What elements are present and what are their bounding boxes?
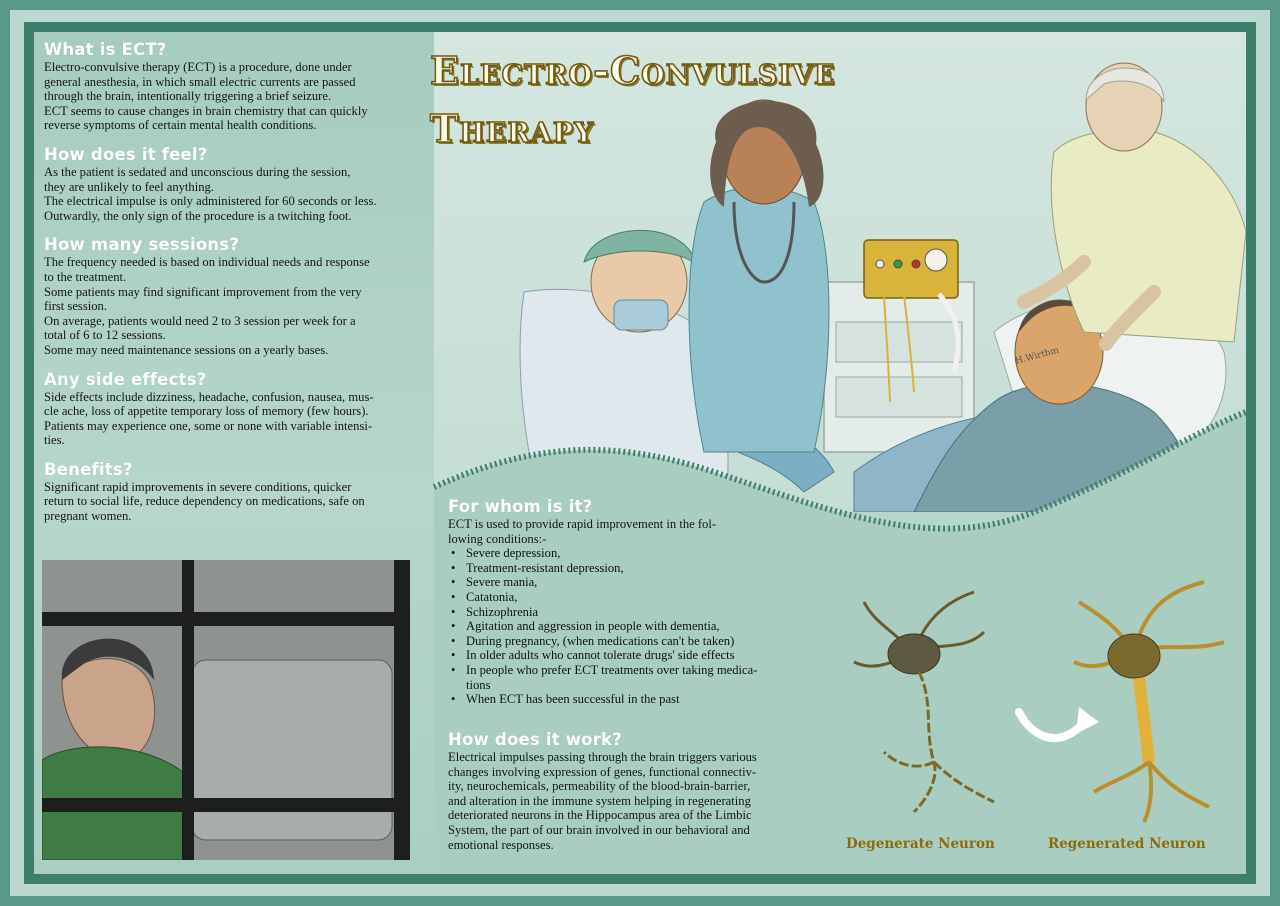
window-bar — [42, 798, 410, 812]
body-line: Outwardly, the only sign of the procedure is a twitching foot. — [44, 208, 352, 223]
body-line: As the patient is sedated and unconscious during the session, — [44, 164, 351, 179]
list-item: • During pregnancy, (when medications can't be taken) — [448, 634, 818, 649]
degenerate-neuron-label: Degenerate Neuron — [846, 836, 995, 852]
body-line: ity, neurochemicals, permeability of the blood-brain-barrier, — [448, 779, 751, 794]
left-column — [44, 40, 439, 536]
arrow-icon — [1019, 712, 1084, 738]
title-line-2: Therapy — [430, 106, 595, 151]
section-heading: How many sessions? — [44, 235, 240, 255]
body-line: emotional responses. — [448, 837, 554, 852]
section-feel — [44, 145, 439, 223]
section-heading: How does it feel? — [44, 144, 208, 164]
section-heading: For whom is it? — [448, 497, 593, 516]
neuron-illustration — [834, 562, 1234, 832]
window-illustration — [42, 560, 410, 860]
section-what — [44, 40, 439, 133]
body-line: cle ache, loss of appetite temporary loss of memory (few hours). — [44, 404, 369, 419]
body-line: ties. — [44, 433, 65, 448]
list-item: • Severe mania, — [448, 575, 818, 590]
arrow-head-icon — [1076, 707, 1099, 734]
section-body — [44, 390, 439, 448]
body-line: ECT is used to provide rapid improvement in the fol- — [448, 517, 717, 531]
section-heading: How does it work? — [448, 730, 622, 749]
body-line: The electrical impulse is only administered for 60 seconds or less. — [44, 194, 377, 209]
poster-panel — [34, 32, 1246, 874]
list-item: • In older adults who cannot tolerate drugs' side effects — [448, 648, 818, 663]
section-heading: Any side effects? — [44, 369, 207, 389]
body-line: they are unlikely to feel anything. — [44, 179, 214, 194]
section-body — [44, 165, 439, 223]
body-line: Patients may experience one, some or none with variable intensi- — [44, 418, 373, 433]
body-line: ECT seems to cause changes in brain chemistry that can quickly — [44, 103, 368, 118]
artist-signature: H.Wirthm — [1014, 345, 1061, 367]
section-work — [448, 730, 818, 864]
body-line: to the treatment. — [44, 269, 127, 284]
body-line: pregnant women. — [44, 509, 132, 524]
section-side-effects — [44, 370, 439, 448]
body-line: Significant rapid improvements in severe conditions, quicker — [44, 479, 352, 494]
section-body — [448, 750, 818, 852]
body-line: through the brain, intentionally triggering a brief seizure. — [44, 89, 332, 104]
title-line-1: Electro-Convulsive — [430, 48, 836, 93]
conditions-list — [448, 546, 818, 707]
body-line: general anesthesia, in which small electric currents are passed — [44, 74, 356, 89]
body-line: lowing conditions:- — [448, 531, 547, 546]
list-item: • Severe depression, — [448, 546, 818, 561]
body-line: The frequency needed is based on individual needs and response — [44, 255, 370, 270]
section-heading: What is ECT? — [44, 40, 167, 59]
list-item-continuation: tions — [466, 677, 491, 692]
body-line: deteriorated neurons in the Hippocampus area of the Limbic — [448, 808, 752, 823]
list-item: • Catatonia, — [448, 590, 818, 605]
window-scene-svg — [42, 560, 410, 860]
list-item: • When ECT has been successful in the past — [448, 692, 818, 707]
window-bar — [394, 560, 410, 860]
body-line: System, the part of our brain involved in our behavioral and — [448, 822, 750, 837]
section-heading: Benefits? — [44, 459, 133, 479]
body-line: Some may need maintenance sessions on a yearly bases. — [44, 342, 329, 357]
regenerated-neuron-icon — [1074, 582, 1224, 822]
window-glass — [192, 660, 392, 840]
body-line: first session. — [44, 299, 107, 314]
section-benefits — [44, 460, 439, 524]
body-line: return to social life, reduce dependency on medications, safe on — [44, 494, 365, 509]
list-item: • Agitation and aggression in people with dementia, — [448, 619, 818, 634]
section-whom — [448, 497, 818, 707]
list-item: • Schizophrenia — [448, 605, 818, 620]
window-bar — [182, 560, 194, 860]
section-body — [44, 255, 439, 357]
section-body — [44, 480, 439, 524]
regenerated-neuron-label: Regenerated Neuron — [1048, 836, 1206, 852]
body-line: total of 6 to 12 sessions. — [44, 328, 166, 343]
degenerate-neuron-icon — [854, 592, 994, 812]
body-line: reverse symptoms of certain mental health conditions. — [44, 118, 317, 133]
section-sessions — [44, 235, 439, 357]
list-item: • Treatment-resistant depression, — [448, 561, 818, 576]
body-line: Electro-convulsive therapy (ECT) is a procedure, done under — [44, 60, 352, 74]
list-item: • In people who prefer ECT treatments over taking medica- — [448, 663, 818, 678]
section-body — [448, 517, 818, 546]
window-bar — [42, 612, 410, 626]
body-line: On average, patients would need 2 to 3 session per week for a — [44, 313, 356, 328]
body-line: Side effects include dizziness, headache, confusion, nausea, mus- — [44, 389, 374, 404]
body-line: Some patients may find significant improvement from the very — [44, 284, 362, 299]
body-line: Electrical impulses passing through the brain triggers various — [448, 750, 757, 764]
body-line: and alteration in the immune system helping in regenerating — [448, 793, 751, 808]
poster-title — [430, 42, 835, 158]
body-line: changes involving expression of genes, functional connectiv- — [448, 764, 757, 779]
section-body — [44, 60, 439, 133]
